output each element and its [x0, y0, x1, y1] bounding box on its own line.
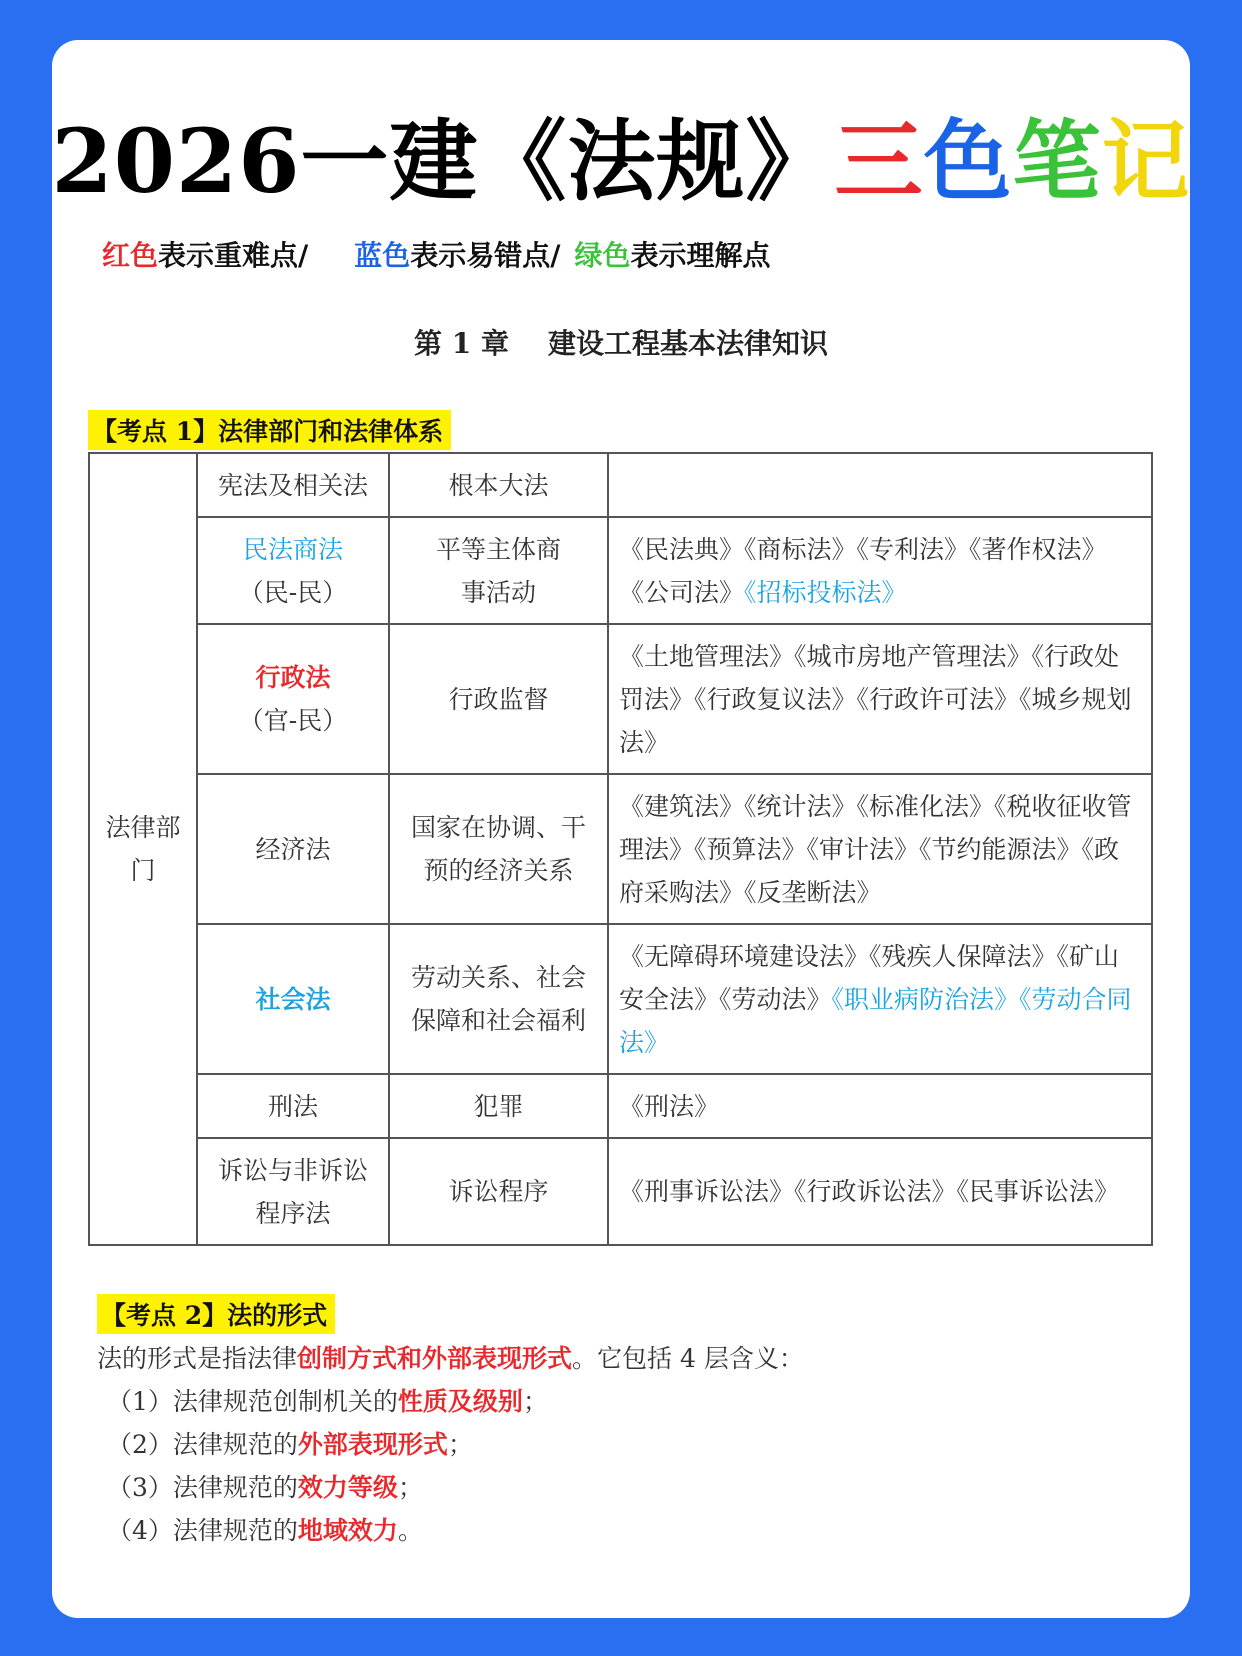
dept-name: 经济法	[197, 774, 389, 924]
dept-name: 民法商法	[242, 534, 343, 564]
legend-green-text: 表示理解点	[630, 239, 771, 272]
dept-desc: 平等主体商事活动	[389, 517, 608, 624]
dept-name: 行政法	[255, 663, 331, 692]
color-legend	[102, 234, 771, 274]
legend-blue-word: 蓝色	[354, 239, 411, 272]
section2-body	[97, 1337, 804, 1552]
item-highlight: 效力等级	[297, 1473, 398, 1502]
title-char-red: 三	[834, 109, 924, 213]
table-row	[89, 624, 1152, 774]
item-highlight: 性质及级别	[397, 1387, 523, 1416]
item-text: （4）法律规范的	[107, 1516, 298, 1545]
section1-heading: 【考点 1】法律部门和法律体系	[88, 410, 451, 450]
legend-green-word: 绿色	[574, 239, 631, 272]
item-punct: ；	[522, 1387, 548, 1416]
item-highlight: 外部表现形式	[297, 1430, 448, 1459]
title-char-green: 笔	[1012, 109, 1102, 213]
section2-intro	[97, 1337, 804, 1380]
title-main: 2026一建《法规》	[51, 109, 835, 213]
item-highlight: 地域效力	[297, 1516, 398, 1545]
dept-name: 宪法及相关法	[197, 453, 389, 517]
dept-docs-cell	[608, 517, 1152, 624]
list-item	[97, 1509, 804, 1552]
intro-text-end: 。它包括 4 层含义：	[572, 1344, 804, 1373]
dept-docs: 《民法典》《商标法》《专利法》《著作权法》《公司法》	[619, 534, 1107, 607]
dept-desc: 国家在协调、干预的经济关系	[389, 774, 608, 924]
category-cell	[89, 453, 197, 1245]
dept-desc: 犯罪	[389, 1074, 608, 1138]
chapter-title: 第 1 章 建设工程基本法律知识	[414, 327, 828, 360]
item-text: （3）法律规范的	[107, 1473, 298, 1502]
intro-text: 法的形式是指法律	[97, 1344, 298, 1373]
dept-docs: 《刑事诉讼法》《行政诉讼法》《民事诉讼法》	[608, 1138, 1152, 1245]
dept-docs: 《刑法》	[608, 1074, 1152, 1138]
page-title	[0, 92, 1242, 218]
dept-desc: 诉讼程序	[389, 1138, 608, 1245]
list-item	[97, 1380, 804, 1423]
table-row	[89, 924, 1152, 1074]
dept-name-sub: （民-民）	[238, 577, 348, 607]
table-row	[89, 1138, 1152, 1245]
title-char-yellow: 记	[1101, 109, 1191, 213]
dept-desc: 劳动关系、社会保障和社会福利	[389, 924, 608, 1074]
item-punct: 。	[397, 1516, 423, 1545]
dept-name: 诉讼与非诉讼程序法	[197, 1138, 389, 1245]
dept-name: 刑法	[197, 1074, 389, 1138]
intro-highlight: 创制方式和外部表现形式	[297, 1344, 573, 1373]
dept-docs: 《建筑法》《统计法》《标准化法》《税收征收管理法》《预算法》《审计法》《节约能源法》《政府采购法》《反垄断法》	[608, 774, 1152, 924]
dept-name-cell	[197, 624, 389, 774]
item-text: （2）法律规范的	[107, 1430, 298, 1459]
dept-name-cell	[197, 517, 389, 624]
dept-docs-cell	[608, 924, 1152, 1074]
dept-docs: 《土地管理法》《城市房地产管理法》《行政处罚法》《行政复议法》《行政许可法》《城乡规划法》	[608, 624, 1152, 774]
table-row	[89, 774, 1152, 924]
dept-desc: 根本大法	[389, 453, 608, 517]
title-char-blue: 色	[923, 109, 1013, 213]
dept-name: 社会法	[197, 924, 389, 1074]
dept-docs-highlight: 《招标投标法》	[744, 577, 907, 607]
table-row	[89, 1074, 1152, 1138]
dept-name-sub: （官-民）	[238, 706, 348, 735]
table-row	[89, 453, 1152, 517]
list-item	[97, 1466, 804, 1509]
legend-red-word: 红色	[102, 239, 159, 272]
dept-desc: 行政监督	[389, 624, 608, 774]
dept-docs: 《无障碍环境建设法》《残疾人保障法》《矿山安全法》《劳动法》	[619, 941, 1120, 1014]
dept-docs	[608, 453, 1152, 517]
law-department-table	[88, 452, 1153, 1246]
list-item	[97, 1423, 804, 1466]
legend-blue-text: 表示易错点/	[410, 239, 561, 272]
item-punct: ；	[397, 1473, 423, 1502]
item-punct: ；	[447, 1430, 473, 1459]
dept-docs-highlight: 《职业病防治法》《劳动合同法》	[619, 984, 1132, 1057]
section2-heading: 【考点 2】法的形式	[97, 1294, 335, 1334]
table-row	[89, 517, 1152, 624]
category-label: 法律部门	[105, 813, 181, 885]
legend-red-text: 表示重难点/	[158, 239, 309, 272]
item-text: （1）法律规范创制机关的	[107, 1387, 398, 1416]
